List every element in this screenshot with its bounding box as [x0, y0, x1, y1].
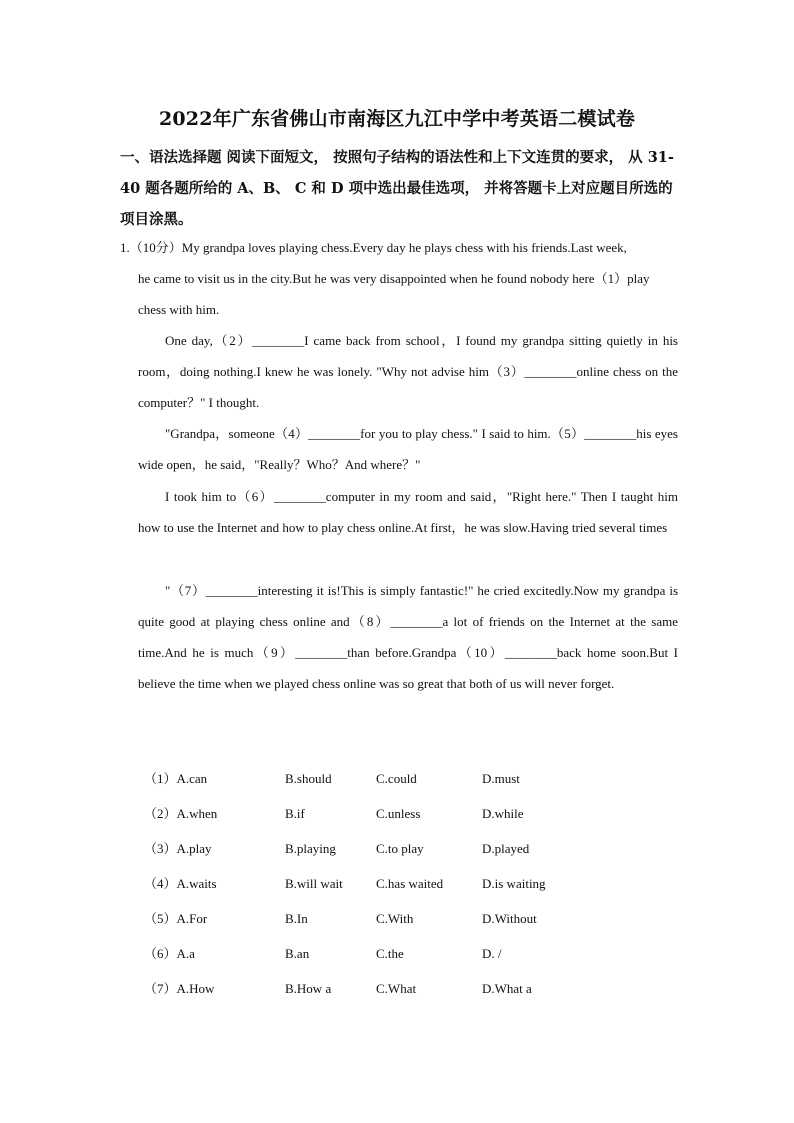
option-a: （3）A.play — [144, 841, 212, 856]
option-c: C.to play — [376, 841, 424, 856]
option-d: D.is waiting — [482, 876, 546, 891]
option-a: （7）A.How — [144, 981, 215, 996]
option-a: （4）A.waits — [144, 876, 217, 891]
section-instruction: 一、语法选择题 阅读下面短文， 按照句子结构的语法性和上下文连贯的要求， 从 31-40 题各题所给的 A、B、 C 和 D 项中选出最佳选项， 并将答题卡上对应题目所选的项目涂黑。 — [120, 149, 674, 228]
option-b: B.if — [285, 806, 305, 821]
exam-title: 2022年广东省佛山市南海区九江中学中考英语二模试卷 — [158, 108, 636, 130]
option-row — [144, 974, 602, 1009]
answer-options — [144, 764, 602, 1009]
option-b: B.an — [285, 946, 310, 961]
option-row — [144, 834, 602, 869]
paragraph-text: I took him to（6）________computer in my room and said，"Right here." Then I taught him how to use the Internet and how to play chess online.At first，he was slow.Having tried several times — [138, 489, 678, 535]
option-d: D.must — [482, 771, 520, 786]
option-b: B.will wait — [285, 876, 343, 891]
passage-paragraph-2 — [138, 418, 678, 480]
option-row — [144, 869, 602, 904]
option-b: B.How a — [285, 981, 332, 996]
option-a: （5）A.For — [144, 911, 208, 926]
option-d: D.played — [482, 841, 530, 856]
passage-paragraph-1 — [138, 325, 678, 418]
option-b: B.playing — [285, 841, 336, 856]
option-d: D.What a — [482, 981, 532, 996]
option-a: （6）A.a — [144, 946, 195, 961]
option-row — [144, 904, 602, 939]
option-c: C.unless — [376, 806, 421, 821]
passage-paragraph-3 — [138, 481, 678, 543]
option-b: B.should — [285, 771, 332, 786]
paragraph-text: "（7）________interesting it is!This is simply fantastic!" he cried excitedly.Now my grandpa is quite good at playing chess online and（8）________a lot of friends on the Internet at the same time.And he is much（9）________than before.Grandpa（10）________back home soon.But I believe the time when we played chess online was so great that both of us will never forget. — [138, 583, 678, 691]
option-c: C.has waited — [376, 876, 444, 891]
option-d: D. / — [482, 946, 502, 961]
option-c: C.the — [376, 946, 404, 961]
option-b: B.In — [285, 911, 308, 926]
option-row — [144, 799, 602, 834]
paragraph-text: One day,（2）________I came back from school，I found my grandpa sitting quietly in his room，doing nothing.I knew he was lonely. "Why not advise him（3）________online chess on the computer？" I thought. — [138, 333, 678, 410]
option-d: D.Without — [482, 911, 537, 926]
option-a: （1）A.can — [144, 771, 208, 786]
option-row — [144, 764, 602, 799]
option-c: C.could — [376, 771, 417, 786]
option-c: C.With — [376, 911, 414, 926]
option-a: （2）A.when — [144, 806, 218, 821]
option-c: C.What — [376, 981, 417, 996]
passage-paragraph-4 — [138, 575, 678, 699]
option-d: D.while — [482, 806, 524, 821]
option-row — [144, 939, 602, 974]
paragraph-text: "Grandpa，someone（4）________for you to play chess." I said to him.（5）________his eyes wide open，he said，"Really？Who？And where？" — [138, 426, 678, 472]
passage-opening: he came to visit us in the city.But he was very disappointed when he found nobody here（1）play chess with him. — [138, 271, 650, 317]
question-header: 1.（10分）My grandpa loves playing chess.Every day he plays chess with his friends.Last week, — [120, 240, 627, 255]
